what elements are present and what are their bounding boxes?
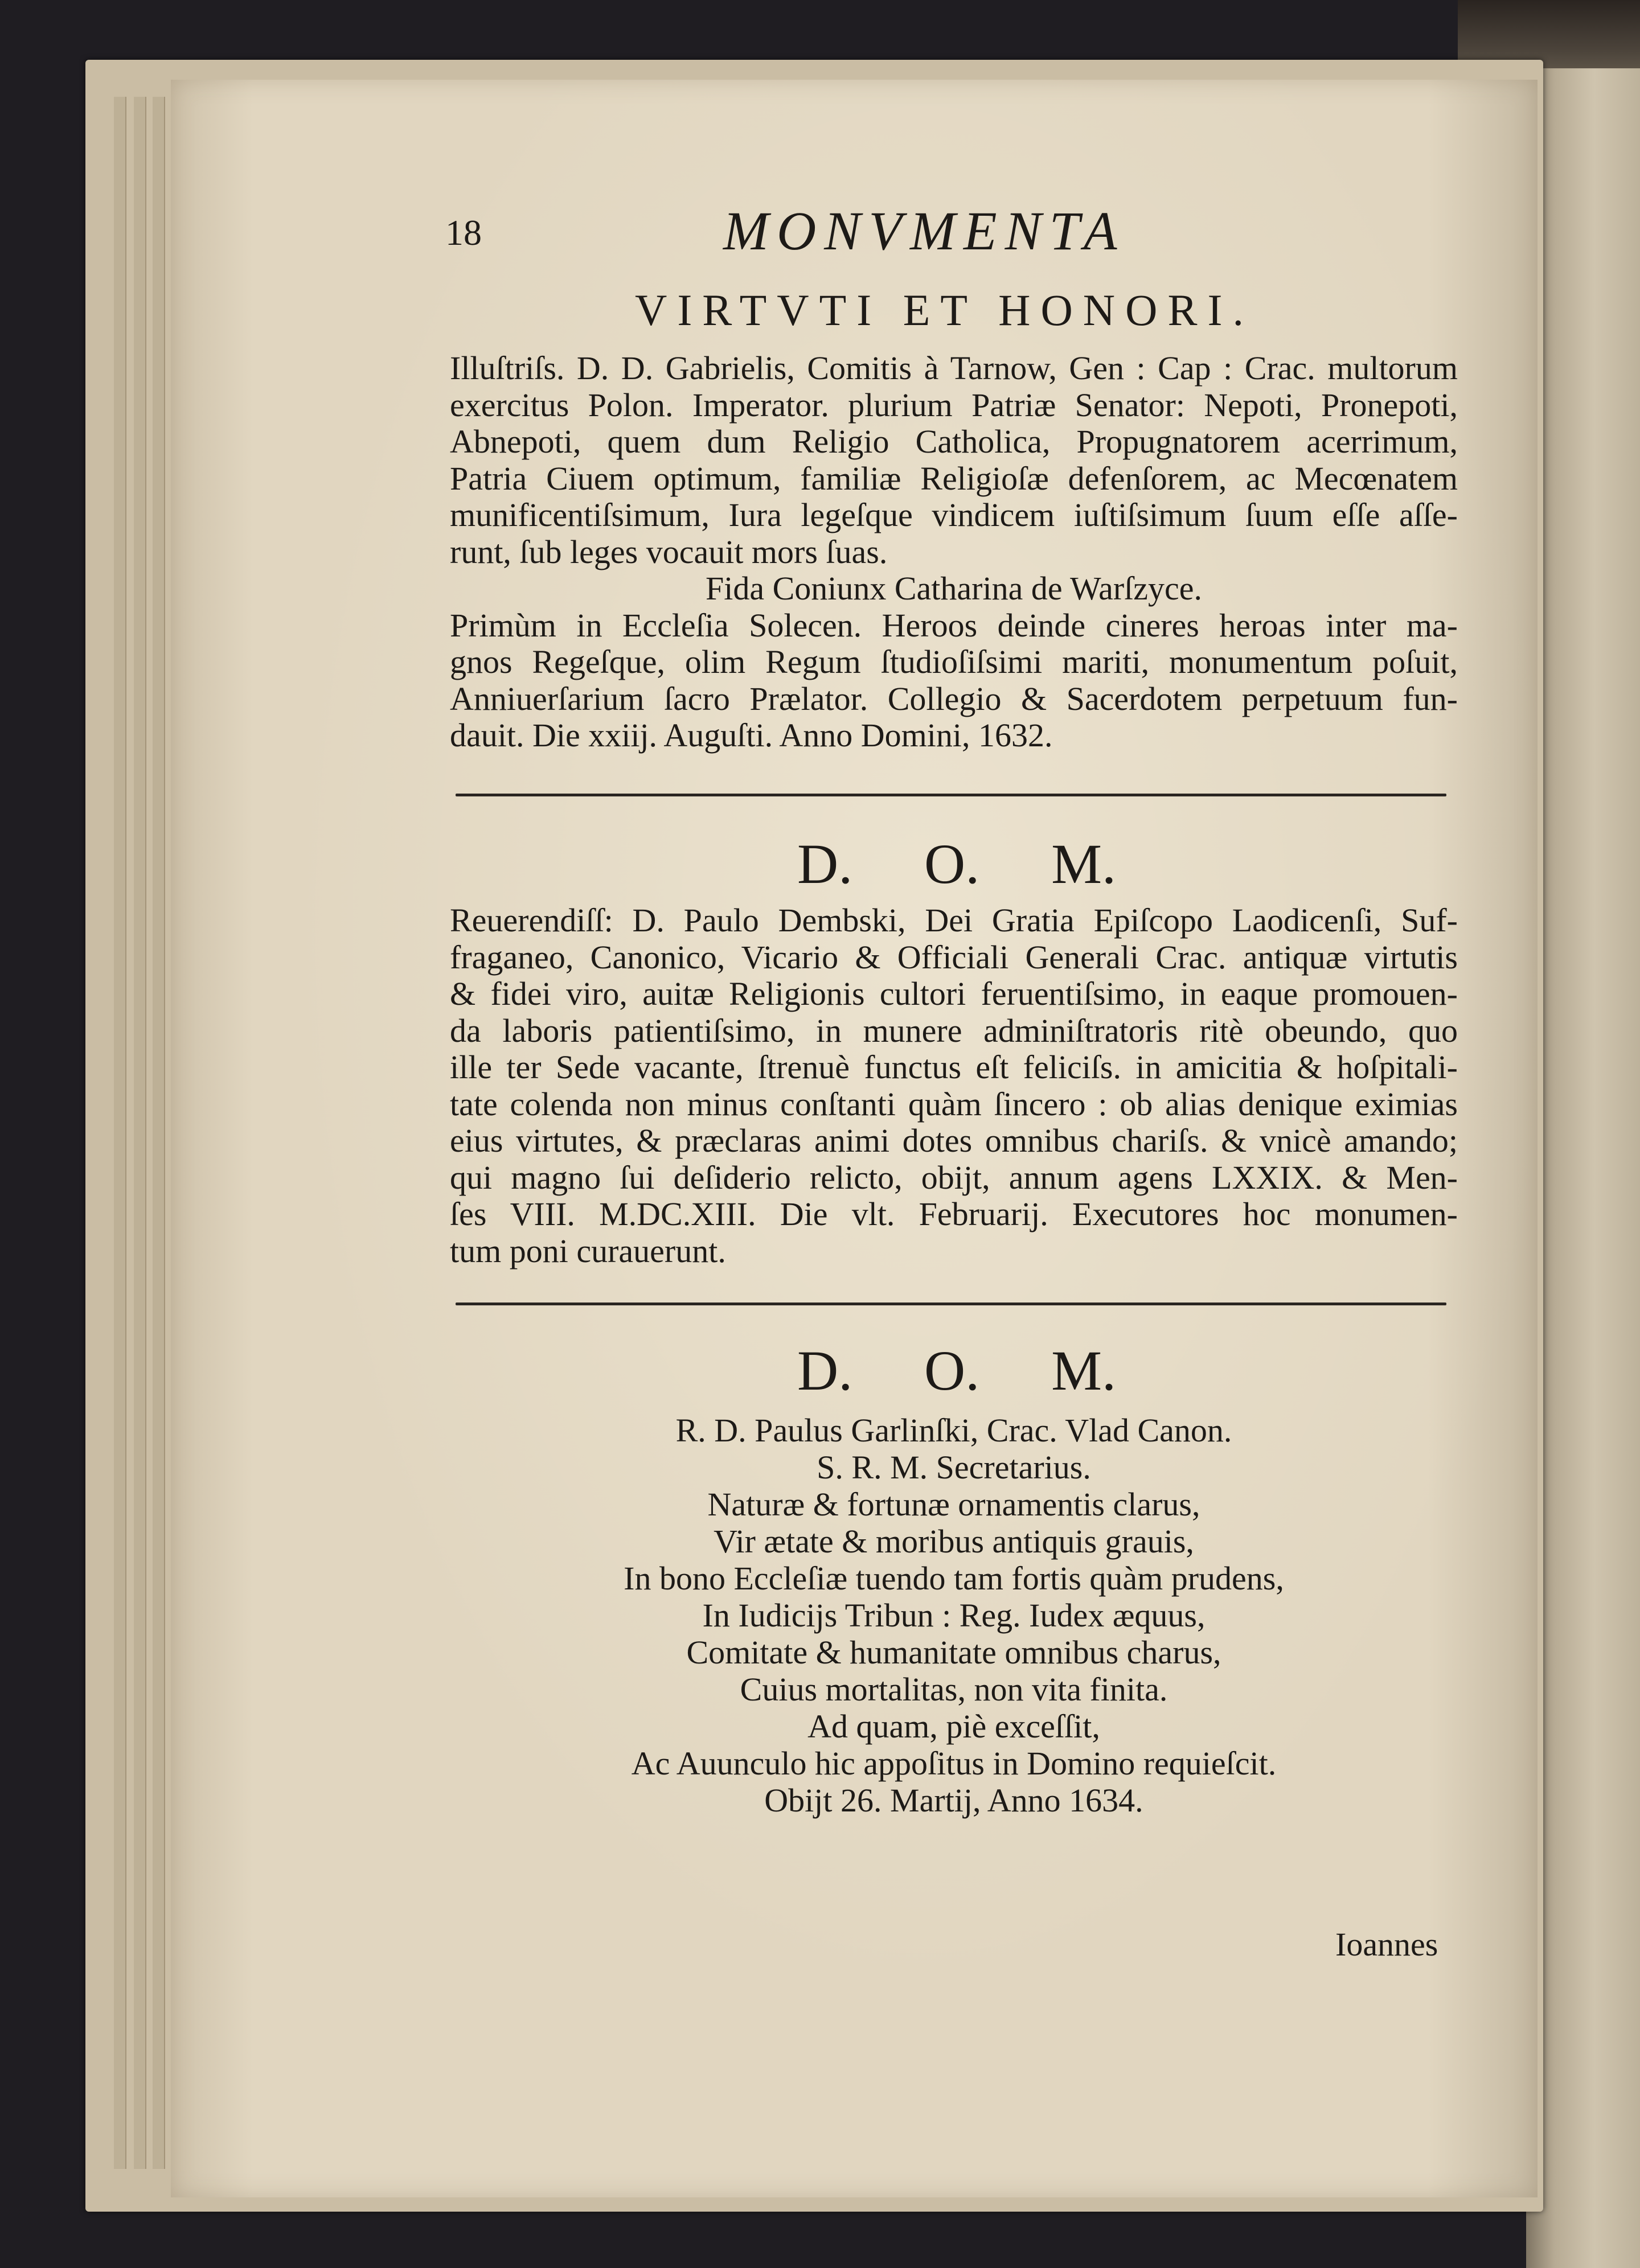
text-line: fraganeo, Canonico, Vicario & Officiali Generali Crac. antiquæ virtutis [450, 938, 1458, 976]
dom-letter: O. [924, 1339, 980, 1402]
page-stack-edge [114, 97, 126, 2169]
verse-line: S. R. M. Secretarius. [817, 1449, 1091, 1486]
text-line: tate colenda non minus conſtanti quàm ſincero : ob alias denique eximias [450, 1085, 1458, 1123]
dom-letter: M. [1051, 1339, 1116, 1402]
text-line: da laboris patientiſsimo, in munere adminiſtratoris ritè obeundo, quo [450, 1012, 1458, 1049]
text-line: gnos Regeſque, olim Regum ſtudioſiſsimi mariti, monumentum poſuit, [450, 643, 1458, 680]
dom-letter: D. [797, 832, 853, 895]
text-line: Reuerendiſſ: D. Paulo Dembski, Dei Gratia Epiſcopo Laodicenſi, Suf- [450, 902, 1458, 939]
running-head: MONVMENTA [723, 200, 1125, 261]
verse-line: Cuius mortalitas, non vita finita. [740, 1671, 1168, 1708]
verse-line: Obijt 26. Martij, Anno 1634. [764, 1782, 1143, 1819]
dom-letter: D. [797, 1339, 853, 1402]
dom-letter: O. [924, 832, 980, 895]
page-number: 18 [445, 212, 482, 253]
verse-line: Vir ætate & moribus antiquis grauis, [714, 1523, 1194, 1560]
dom-heading [797, 831, 1116, 897]
verse-line: Naturæ & fortunæ ornamentis clarus, [707, 1486, 1200, 1523]
dom-letter: M. [1051, 832, 1116, 895]
text-line: eius virtutes, & præclaras animi dotes omnibus chariſs. & vnicè amando; [450, 1122, 1458, 1159]
text-line: ille ter Sede vacante, ſtrenuè functus eſt feliciſs. in amicitia & hoſpitali- [450, 1049, 1458, 1086]
text-line: exercitus Polon. Imperator. plurium Patriæ Senator: Nepoti, Pronepoti, [450, 386, 1458, 424]
page-stack-edge [134, 97, 146, 2169]
section-title: VIRTVTI ET HONORI. [635, 285, 1254, 335]
text-line: ſes VIII. M.DC.XIII. Die vlt. Februarij. Executores hoc monumen- [450, 1195, 1458, 1232]
text-line: qui magno ſui deſiderio relicto, obijt, annum agens LXXIX. & Men- [450, 1158, 1458, 1196]
verse-line: Ac Auunculo hic appoſitus in Domino requieſcit. [631, 1745, 1277, 1782]
verse-line: Ad quam, piè exceſſit, [807, 1708, 1100, 1745]
facing-page-edge [1526, 68, 1640, 2268]
dom-heading [797, 1338, 1116, 1403]
text-line: Anniuerſarium ſacro Prælator. Collegio & Sacerdotem perpetuum fun- [450, 680, 1458, 717]
verse-line: In bono Eccleſiæ tuendo tam fortis quàm prudens, [624, 1560, 1284, 1597]
horizontal-rule [456, 794, 1446, 796]
horizontal-rule [456, 1303, 1446, 1305]
text-line: Primùm in Eccleſia Solecen. Heroos deinde cineres heroas inter ma- [450, 606, 1458, 644]
text-line: munificentiſsimum, Iura legeſque vindicem iuſtiſsimum ſuum eſſe aſſe- [450, 496, 1458, 533]
inscription-3-text [450, 1412, 1458, 1819]
text-line: Patria Ciuem optimum, familiæ Religioſæ defenſorem, ac Mecœnatem [450, 459, 1458, 497]
inscription-1-text [450, 350, 1458, 754]
verse-line: R. D. Paulus Garlinſki, Crac. Vlad Canon. [675, 1412, 1232, 1449]
text-line: dauit. Die xxiij. Auguſti. Anno Domini, 1632. [450, 717, 1053, 754]
verse-line: Comitate & humanitate omnibus charus, [686, 1634, 1221, 1671]
text-line: Abnepoti, quem dum Religio Catholica, Propugnatorem acerrimum, [450, 423, 1458, 460]
text-line: tum poni curauerunt. [450, 1232, 726, 1269]
text-line: Illuſtriſs. D. D. Gabrielis, Comitis à Tarnow, Gen : Cap : Crac. multorum [450, 350, 1458, 387]
dedicator-line: Fida Coniunx Catharina de Warſzyce. [705, 570, 1203, 607]
text-line: & fidei viro, auitæ Religionis cultori feruentiſsimo, in eaque promouen- [450, 975, 1458, 1012]
verse-line: In Iudicijs Tribun : Reg. Iudex æquus, [702, 1597, 1206, 1634]
page-stack-edge [153, 97, 165, 2169]
inscription-2-text [450, 902, 1458, 1269]
catchword: Ioannes [1335, 1926, 1438, 1963]
text-line: runt, ſub leges vocauit mors ſuas. [450, 533, 888, 570]
